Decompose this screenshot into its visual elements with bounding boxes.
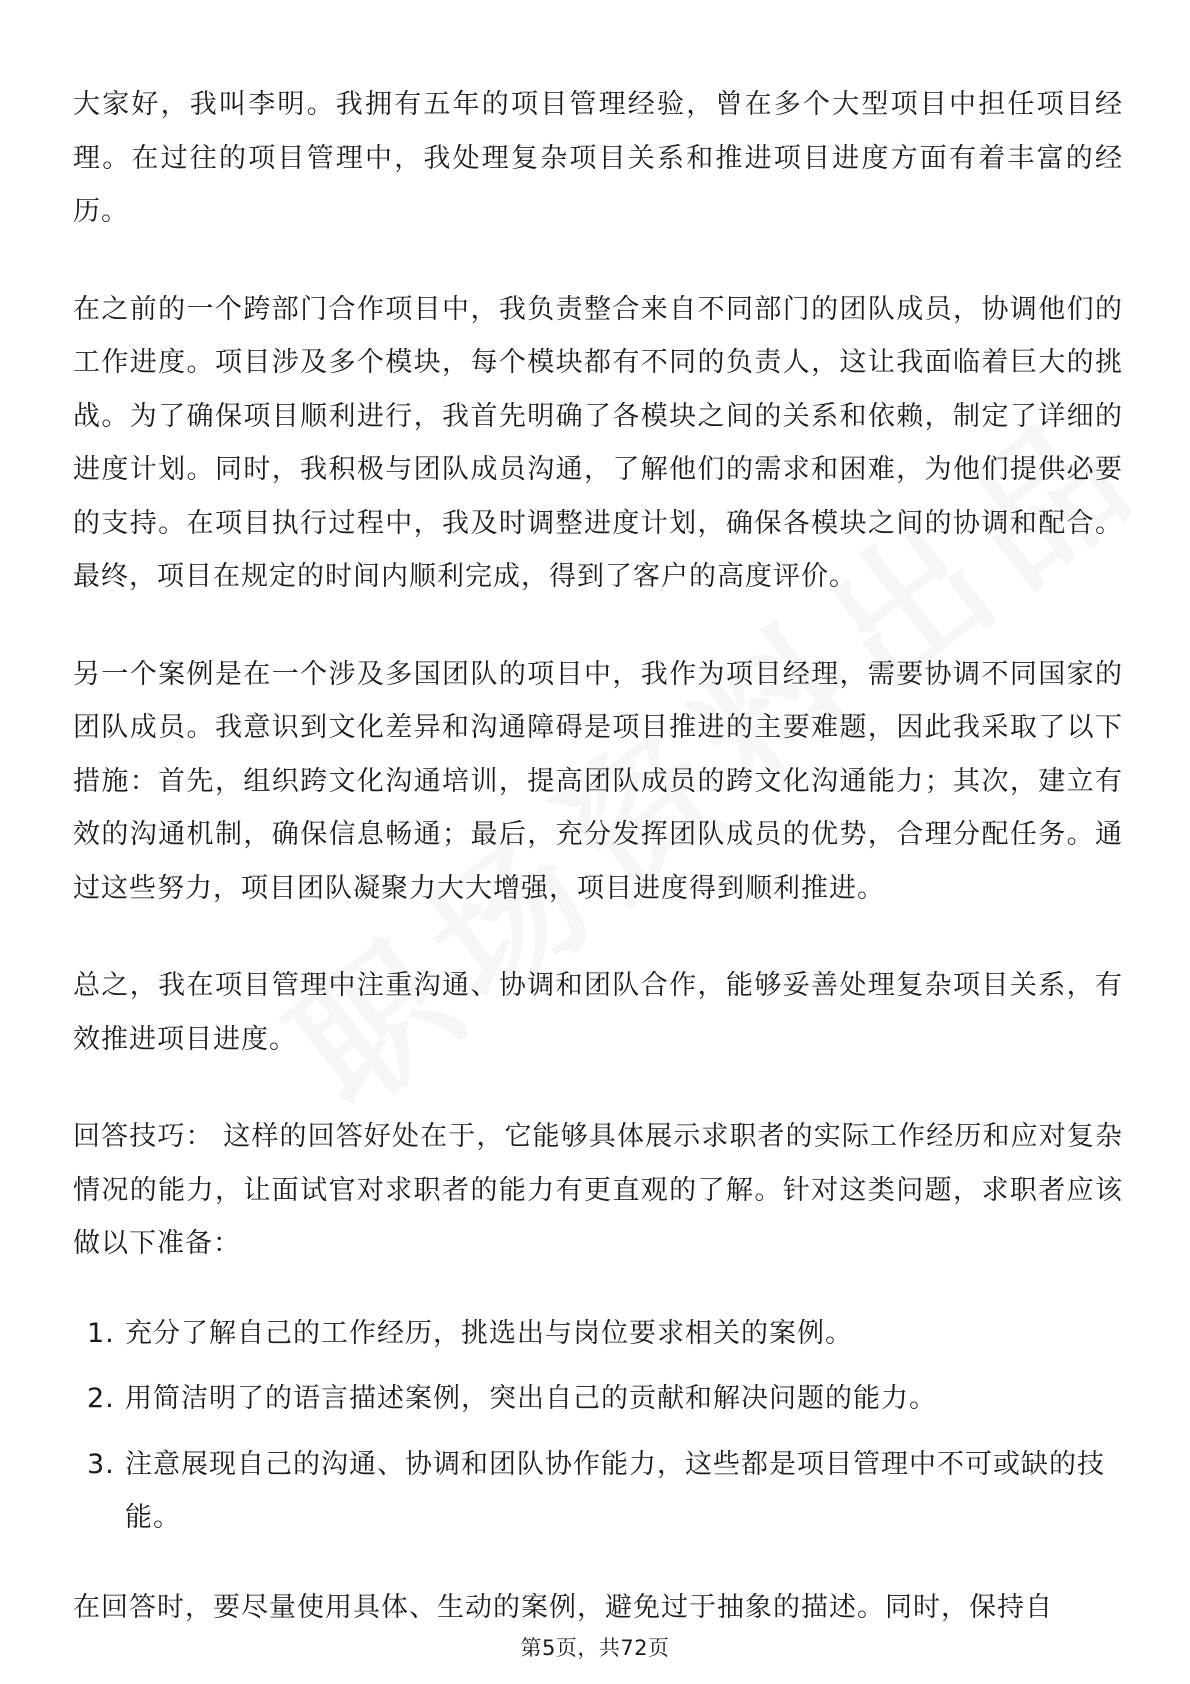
page-content	[73, 78, 1123, 1678]
case-two-paragraph: 另一个案例是在一个涉及多国团队的项目中，我作为项目经理，需要协调不同国家的团队成员。我意识到文化差异和沟通障碍是项目推进的主要难题，因此我采取了以下措施：首先，组织跨文化沟通培训，提高团队成员的跨文化沟通能力；其次，建立有效的沟通机制，确保信息畅通；最后，充分发挥团队成员的优势，合理分配任务。通过这些努力，项目团队凝聚力大大增强，项目进度得到顺利推进。	[73, 658, 1123, 904]
case-one-paragraph: 在之前的一个跨部门合作项目中，我负责整合来自不同部门的团队成员，协调他们的工作进度。项目涉及多个模块，每个模块都有不同的负责人，这让我面临着巨大的挑战。为了确保项目顺利进行，我首先明确了各模块之间的关系和依赖，制定了详细的进度计划。同时，我积极与团队成员沟通，了解他们的需求和困难，为他们提供必要的支持。在项目执行过程中，我及时调整进度计划，确保各模块之间的协调和配合。最终，项目在规定的时间内顺利完成，得到了客户的高度评价。	[73, 293, 1123, 592]
list-item	[73, 1307, 1123, 1361]
list-item	[73, 1372, 1123, 1426]
tips-list	[73, 1307, 1123, 1545]
list-item-number: 3.	[87, 1448, 115, 1480]
list-item	[73, 1438, 1123, 1545]
closing-paragraph: 在回答时，要尽量使用具体、生动的案例，避免过于抽象的描述。同时，保持自	[73, 1591, 1053, 1623]
intro-paragraph: 大家好，我叫李明。我拥有五年的项目管理经验，曾在多个大型项目中担任项目经理。在过往的项目管理中，我处理复杂项目关系和推进项目进度方面有着丰富的经历。	[73, 89, 1123, 227]
list-item-number: 2.	[87, 1383, 115, 1414]
list-item-text: 注意展现自己的沟通、协调和团队协作能力，这些都是项目管理中不可或缺的技能。	[125, 1448, 1105, 1533]
list-item-number: 1.	[87, 1317, 115, 1349]
summary-paragraph: 总之，我在项目管理中注重沟通、协调和团队合作，能够妥善处理复杂项目关系，有效推进项目进度。	[73, 970, 1123, 1055]
answer-tips-paragraph: 回答技巧： 这样的回答好处在于，它能够具体展示求职者的实际工作经历和应对复杂情况的能力，让面试官对求职者的能力有更直观的了解。针对这类问题，求职者应该做以下准备：	[73, 1121, 1123, 1259]
page-number-footer: 第5页，共72页	[520, 1636, 670, 1660]
list-item-text: 用简洁明了的语言描述案例，突出自己的贡献和解决问题的能力。	[125, 1383, 937, 1414]
list-item-text: 充分了解自己的工作经历，挑选出与岗位要求相关的案例。	[125, 1317, 853, 1349]
